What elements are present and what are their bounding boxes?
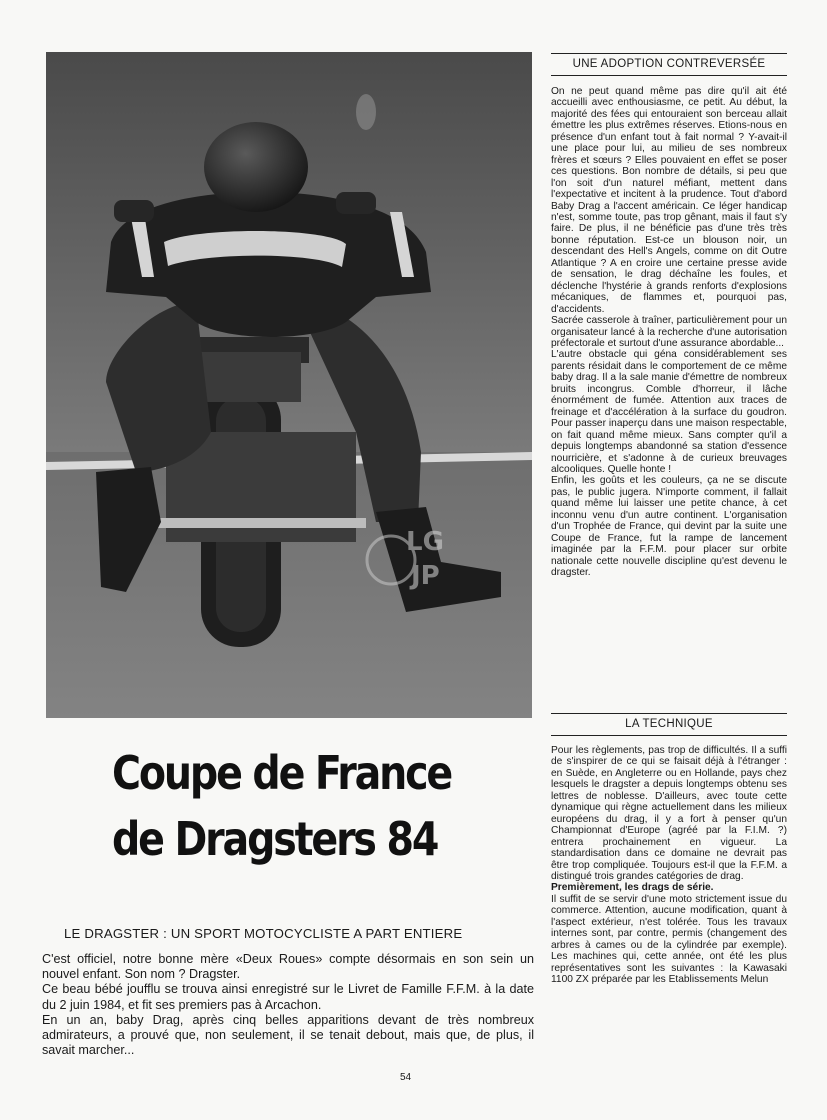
dragster-rider-illustration bbox=[46, 52, 532, 718]
watermark-top: LG bbox=[406, 527, 444, 557]
body-paragraph: Pour les règlements, pas trop de difficultés. Il a suffi de s'inspirer de ce qui se faisait déjà à l'étranger : en Suède, en Angleterre ou en Hollande, pays chez lesquels le dragster a depuis longtemps obtenu ses lettres de noblesse. D'ailleurs, avec toute cette dynamique qui règne actuellement dans les milieux européens du drag, il y a fort à penser qu'un Championnat d'Europe (agréé par la F.I.M. ?) entrera prochainement en vigueur. La standardisation dans ce domaine ne devrait pas être trop compliquée. Toujours est-il que la F.F.M. a distingué trois grandes catégories de drag. bbox=[551, 745, 787, 882]
intro-paragraph: En un an, baby Drag, après cinq belles apparitions devant de très nombreux admirateurs, a prouvé que, non seulement, il se tenait debout, mais que, de plus, il savait marcher... bbox=[42, 1012, 534, 1058]
article-title bbox=[112, 740, 456, 872]
section-heading-technique: LA TECHNIQUE bbox=[551, 713, 787, 736]
dragster-rider-photo bbox=[46, 52, 532, 718]
watermark-bottom: JP bbox=[411, 561, 440, 591]
bold-subheading: Premièrement, les drags de série. bbox=[551, 882, 714, 894]
section-heading-adoption: UNE ADOPTION CONTREVERSÉE bbox=[551, 53, 787, 76]
title-line-1: Coupe de France bbox=[112, 746, 452, 800]
body-paragraph: L'autre obstacle qui géna considérablement ses parents résidait dans le comportement de ce même baby drag. Il a la sale manie d'émettre de nombreux bruits incongrus. Comble d'horreur, il lâche énormément de fumée. Attention aux traces de freinage et d'accélération à la surface du goudron. Pour passer inaperçu dans une maison respectable, on fait quand même mieux. Sans compter qu'il a depuis longtemps abandonné sa station d'essence nourricière, et s'adonne à de curieux breuvages alcooliques. Quelle honte ! bbox=[551, 349, 787, 475]
body-paragraph: Sacrée casserole à traîner, particulièrement pour un organisateur lancé à la recherche d'une autorisation préfectorale et surtout d'une assurance abordable... bbox=[551, 315, 787, 349]
sidebar-column-technique bbox=[551, 745, 787, 986]
intro-text bbox=[42, 952, 534, 1058]
title-line-2: de Dragsters 84 bbox=[112, 812, 438, 866]
body-paragraph: Il suffit de se servir d'une moto strictement issue du commerce. Attention, aucune modification, quant à l'aspect extérieur, n'est tolérée. Tous les travaux internes sont, par contre, permis (changement des arbres à cames ou de la cylindrée par exemple). Les machines qui, cette année, ont été les plus représentatives sont les suivantes : la Kawasaki 1100 ZX préparée par les Etablissements Melun bbox=[551, 893, 787, 986]
intro-paragraph: Ce beau bébé joufflu se trouva ainsi enregistré sur le Livret de Famille F.F.M. à la date du 2 juin 1984, et fit ses premiers pas à Arcachon. bbox=[42, 982, 534, 1012]
body-paragraph: Enfin, les goûts et les couleurs, ça ne se discute pas, le public jugera. N'importe comment, il fallait quand même lui laisser une petite chance, à cet inconnu venu d'un autre continent. L'organisation d'un Trophée de France, qui devint par la suite une Coupe de France, fut la rampe de lancement imaginée par la F.F.M. pour placer sur orbite nationale cette nouvelle discipline qu'est devenu le dragster. bbox=[551, 475, 787, 579]
body-paragraph: On ne peut quand même pas dire qu'il ait été accueilli avec enthousiasme, ce petit. Au début, la majorité des fées qui entouraient son berceau allait émettre les plus extrêmes réserves. Etions-nous en présence d'un enfant tout à fait normal ? Y-avait-il une place pour lui, au milieu de ses nombreux frères et sœurs ? Elles pouvaient en effet se poser ces questions. Bon nombre de détails, si peu que l'on soit d'un naturel méfiant, mettent dans l'expectative et incitent à la prudence. Tout d'abord Baby Drag a l'accent américain. Ce léger handicap n'est, somme toute, pas trop gênant, mais il faut s'y faire. De plus, il ne bénéficie pas d'une très très bonne réputation. Est-ce un blouson noir, un descendant des Hell's Angels, comme on dit Outre Atlantique ? A en croire une certaine presse avide de sensation, le drag déchaîne les foules, et déclenche l'hystérie à grands renforts d'explosions mécaniques, de flammes et, pourquoi pas, d'accidents. bbox=[551, 86, 787, 315]
page-number: 54 bbox=[400, 1072, 412, 1083]
sidebar-column-adoption bbox=[551, 86, 787, 578]
article-subhead: LE DRAGSTER : UN SPORT MOTOCYCLISTE A PART ENTIERE bbox=[64, 926, 463, 941]
intro-paragraph: C'est officiel, notre bonne mère «Deux Roues» compte désormais en son sein un nouvel enfant. Son nom ? Dragster. bbox=[42, 952, 534, 982]
